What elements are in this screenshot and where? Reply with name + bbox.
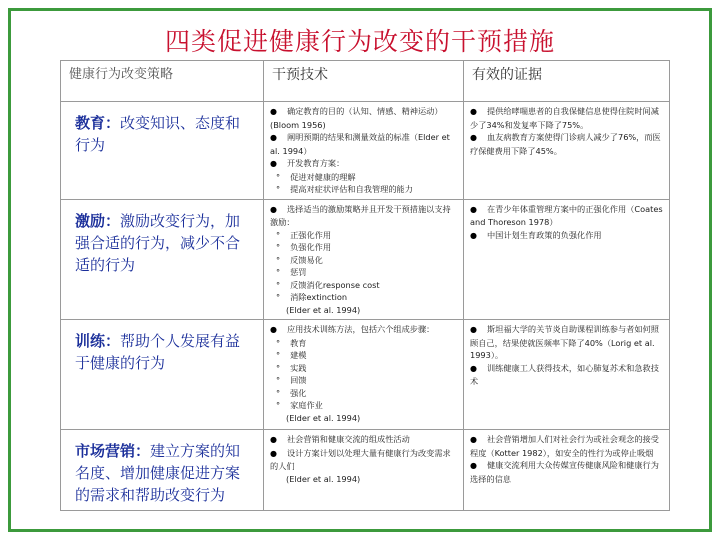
bullet-item: ● 选择适当的激励策略并且开发干预措施以支持激励： bbox=[270, 203, 457, 229]
bullet-item: ● 提供给哮喘患者的自我保健信息使得住院时间减少了34%和发复率下降了75%。 bbox=[470, 105, 663, 131]
bullet-item: ● 开发教育方案： bbox=[270, 157, 457, 171]
table-row bbox=[61, 102, 670, 200]
bullet-item: ● 设计方案计划以处理大量有健康行为改变需求的人们 bbox=[270, 447, 457, 473]
sub-item: ° 教育 bbox=[270, 337, 457, 350]
technique-cell bbox=[264, 430, 464, 511]
sub-item: ° 强化 bbox=[270, 387, 457, 400]
bullet-item: ● 社会营销和健康交流的组成性活动 bbox=[270, 433, 457, 447]
sub-item: ° 提高对症状评估和自我管理的能力 bbox=[270, 183, 457, 196]
bullet-item: ● 应用技术训练方法，包括六个组成步骤： bbox=[270, 323, 457, 337]
sub-item: ° 反馈消化response cost bbox=[270, 279, 457, 292]
strategy-cell bbox=[61, 102, 264, 200]
sub-item: ° 实践 bbox=[270, 362, 457, 375]
strategy-key: 激励： bbox=[75, 211, 121, 230]
header-technique: 干预技术 bbox=[264, 61, 464, 102]
intervention-table bbox=[60, 60, 670, 511]
evidence-cell bbox=[464, 320, 670, 430]
sub-item: ° 促进对健康的理解 bbox=[270, 171, 457, 184]
bullet-item: ● 确定教育的目的（认知、情感、精神运动）(Bloom 1956) bbox=[270, 105, 457, 131]
strategy-key: 训练： bbox=[75, 332, 121, 350]
sub-item: ° 家庭作业 bbox=[270, 399, 457, 412]
table-row bbox=[61, 320, 670, 430]
strategy-desc: 建立方案的知名度、增加健康促进方案的需求和帮助改变行为 bbox=[75, 442, 241, 504]
table-header-row bbox=[61, 61, 670, 102]
bullet-item: ● 阐明预期的结果和测量效益的标准（Elder et al. 1994） bbox=[270, 131, 457, 157]
sub-item: ° 正强化作用 bbox=[270, 229, 457, 242]
strategy-desc: 激励改变行为，加强合适的行为，减少不合适的行为 bbox=[75, 211, 241, 274]
sub-item: ° 建模 bbox=[270, 349, 457, 362]
strategy-cell bbox=[61, 430, 264, 511]
bullet-item: ● 血友病教育方案使得门诊病人减少了76%，而医疗保健费用下降了45%。 bbox=[470, 131, 663, 157]
citation: (Elder et al. 1994) bbox=[286, 473, 361, 484]
bullet-item: ● 训练健康工人获得技术，如心肺复苏术和急救技术 bbox=[470, 362, 663, 388]
bullet-item: ● 在青少年体重管理方案中的正强化作用（Coates and Thoreson 1978） bbox=[470, 203, 663, 229]
table-row bbox=[61, 199, 670, 320]
sub-item: ° 负强化作用 bbox=[270, 241, 457, 254]
bullet-item: ● 中国计划生育政策的负强化作用 bbox=[470, 229, 663, 243]
strategy-cell bbox=[61, 320, 264, 430]
evidence-cell bbox=[464, 102, 670, 200]
table-row bbox=[61, 430, 670, 511]
sub-item: ° 反馈易化 bbox=[270, 254, 457, 267]
strategy-cell bbox=[61, 199, 264, 320]
sub-item: ° 回馈 bbox=[270, 374, 457, 387]
technique-cell bbox=[264, 320, 464, 430]
technique-cell bbox=[264, 102, 464, 200]
technique-cell bbox=[264, 199, 464, 320]
bullet-item: ● 健康交流利用大众传媒宣传健康风险和健康行为选择的信息 bbox=[470, 459, 663, 485]
strategy-key: 市场营销： bbox=[75, 442, 151, 460]
strategy-key: 教育： bbox=[75, 114, 121, 132]
citation: (Elder et al. 1994) bbox=[286, 412, 361, 423]
evidence-cell bbox=[464, 199, 670, 320]
header-evidence: 有效的证据 bbox=[464, 61, 670, 102]
citation: (Elder et al. 1994) bbox=[286, 304, 361, 315]
bullet-item: ● 斯坦福大学的关节炎自助课程训练参与者如何照顾自己，结果使就医频率下降了40%（Lorig et al. 1993）。 bbox=[470, 323, 663, 362]
slide-title: 四类促进健康行为改变的干预措施 bbox=[164, 27, 555, 56]
sub-item: ° 惩罚 bbox=[270, 266, 457, 279]
sub-item: ° 消除extinction bbox=[270, 291, 457, 304]
evidence-cell bbox=[464, 430, 670, 511]
header-strategy: 健康行为改变策略 bbox=[61, 61, 264, 102]
strategy-desc: 帮助个人发展有益于健康的行为 bbox=[75, 332, 241, 372]
strategy-desc: 改变知识、态度和行为 bbox=[75, 114, 241, 154]
bullet-item: ● 社会营销增加人们对社会行为或社会观念的接受程度（Kotter 1982），如安全的性行为或停止吸烟 bbox=[470, 433, 663, 459]
